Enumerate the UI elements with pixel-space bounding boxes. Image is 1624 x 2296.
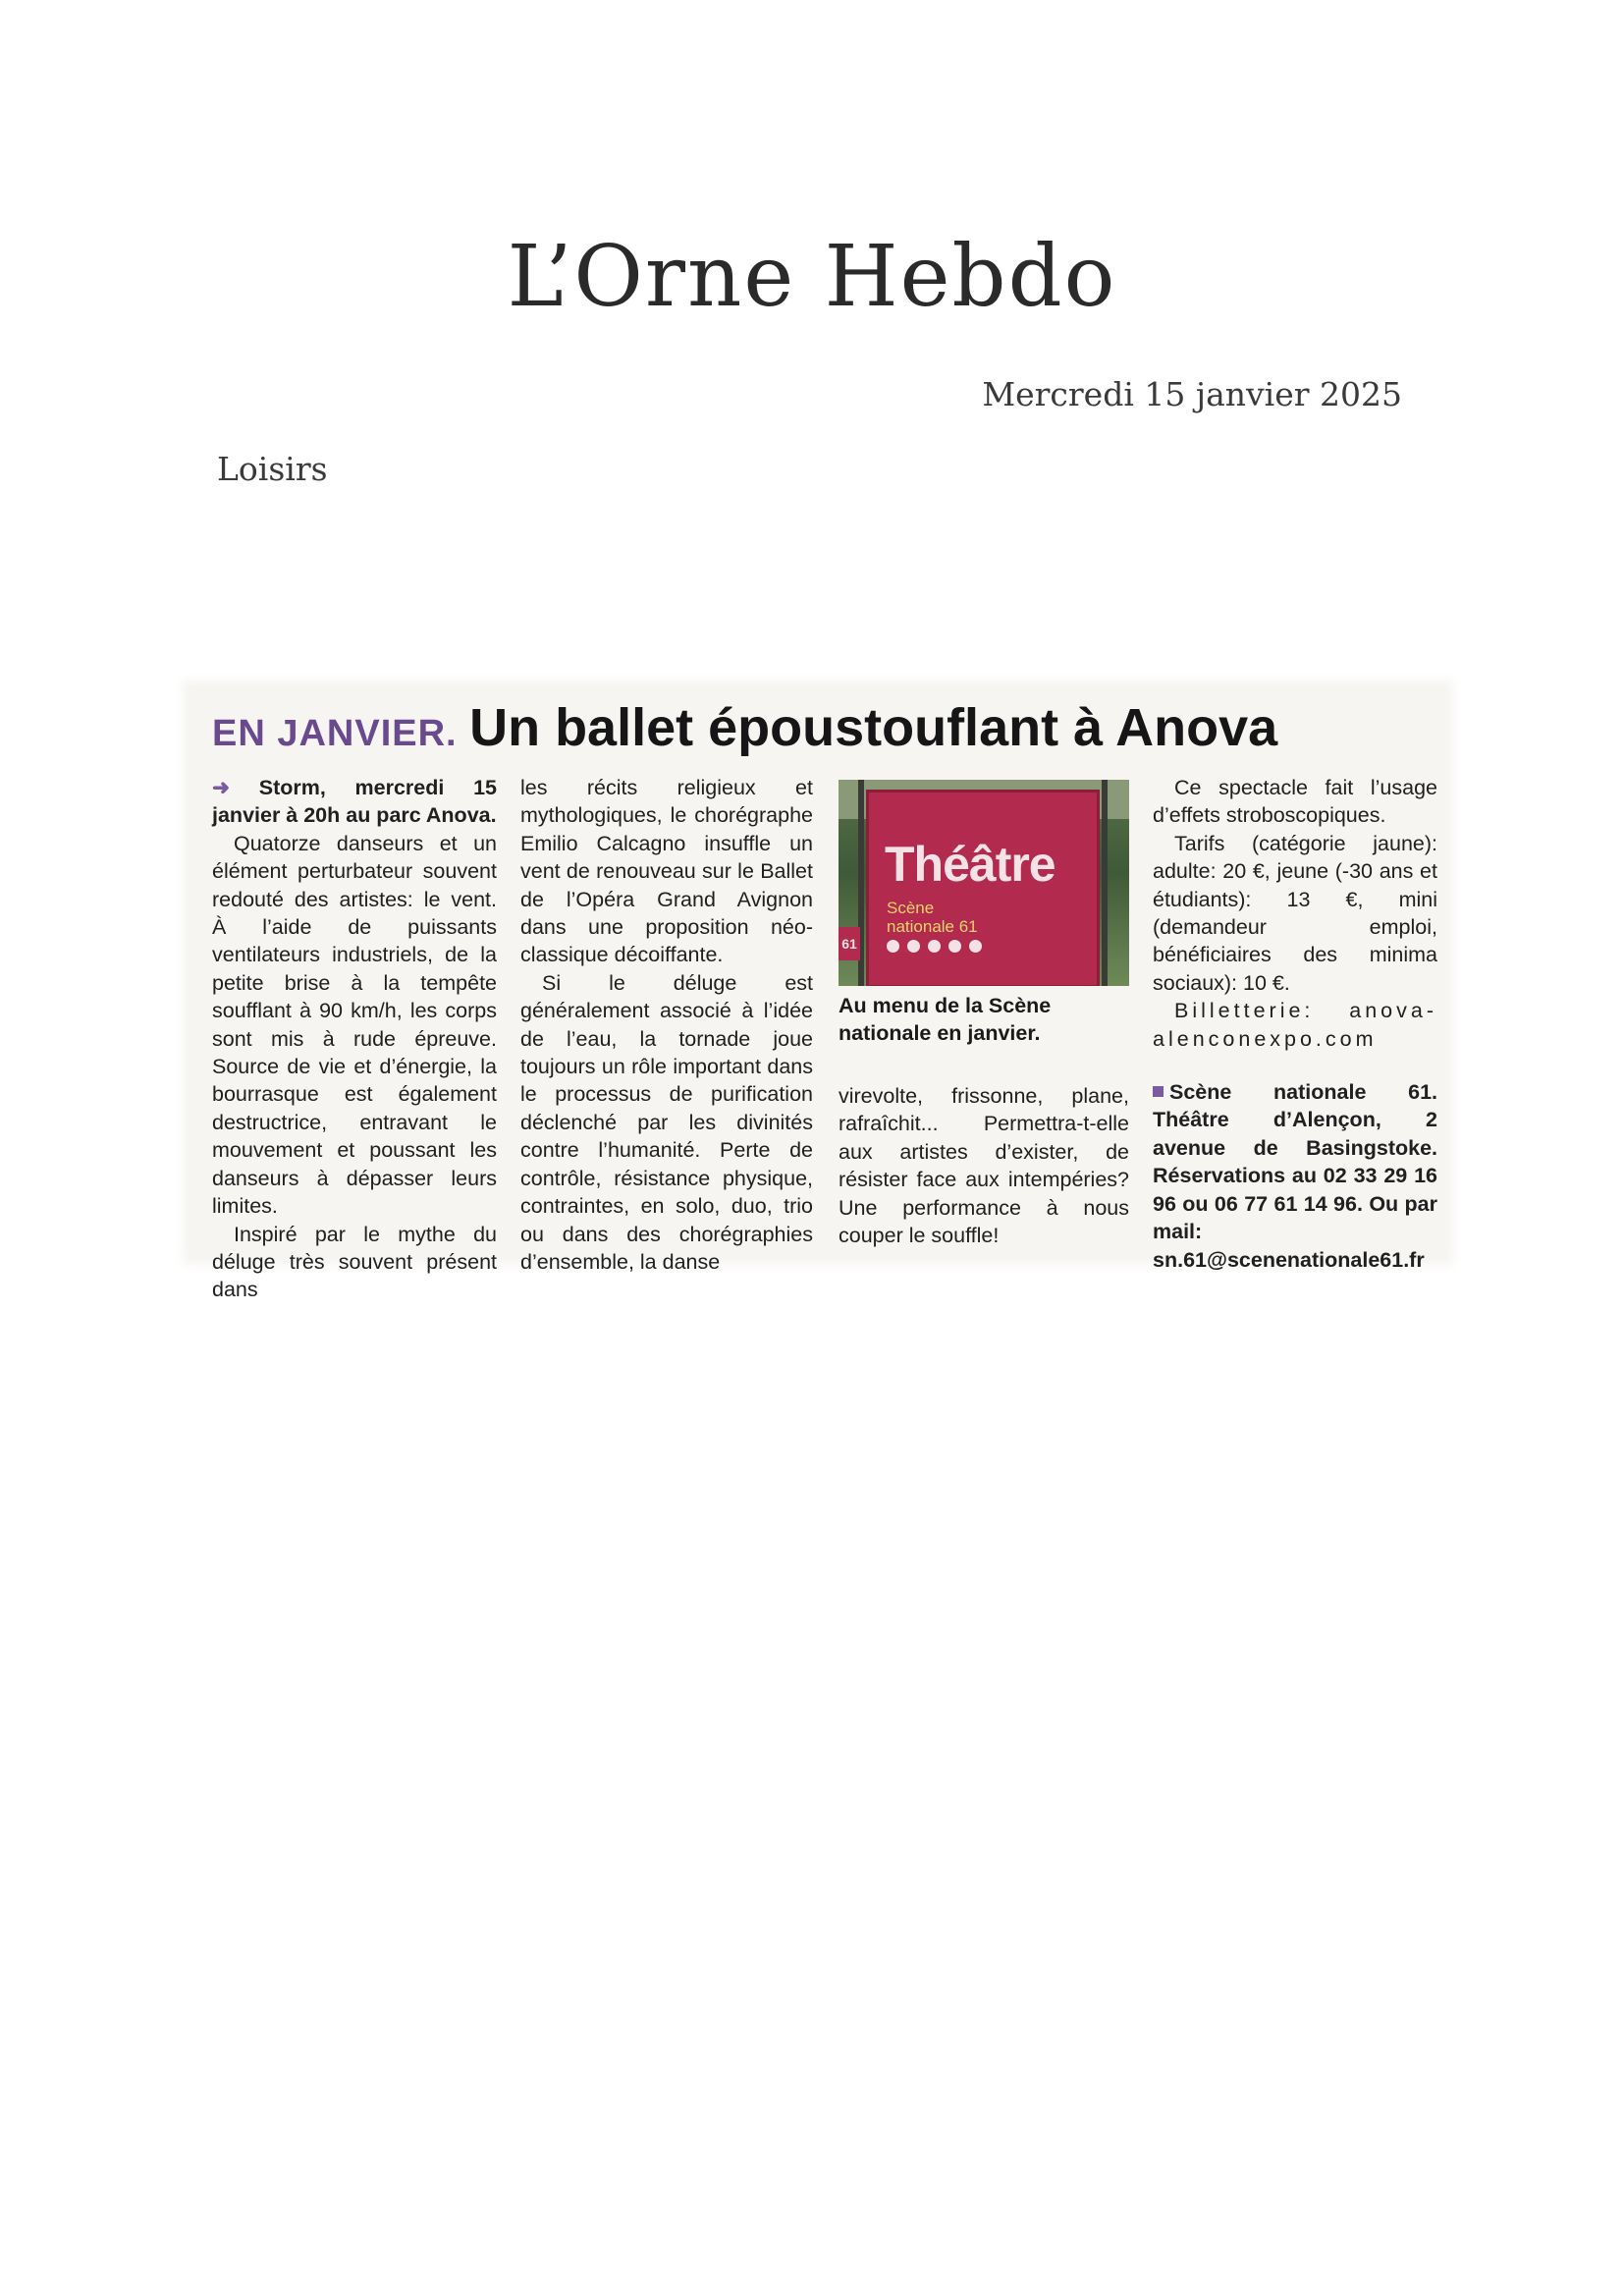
paragraph: Inspiré par le mythe du déluge très souvent présent dans [212, 1222, 497, 1302]
social-icon [907, 940, 920, 953]
column-2 [520, 774, 813, 1276]
paragraph: les récits religieux et mythologiques, le chorégraphe Emilio Calcagno insuffle un vent de renouveau sur le Ballet de l’Opéra Grand Avignon dans une proposition néo-classique décoiffante. [520, 776, 813, 967]
square-bullet-icon [1153, 1086, 1164, 1097]
theatre-sign [866, 790, 1100, 986]
article-clipping [189, 685, 1447, 1302]
lead-paragraph [212, 774, 497, 830]
lead-text: Storm, mercredi 15 janvier à 20h au parc Anova. [212, 776, 497, 828]
issue-date: Mercredi 15 janvier 2025 [982, 375, 1402, 413]
paragraph: Quatorze danseurs et un élément perturbateur souvent redouté des artistes: le vent. À l’aide de puissants ventilateurs industriels, de la petite brise à la tempête soufflant à 90 km/h, les corps sont mis à rude épreuve. Source de vie et d’énergie, la bourrasque est également destructrice, entravant le mouvement et poussant les danseurs à dépasser leurs limites. [212, 831, 497, 1219]
photo-pole [1102, 780, 1108, 986]
social-icon [969, 940, 982, 953]
article-title: Un ballet époustouflant à Anova [469, 698, 1278, 757]
photo [839, 780, 1129, 986]
photo-caption: Au menu de la Scène nationale en janvier. [839, 994, 1052, 1045]
ticketing-line: Billetterie: anova-alenconexpo.com [1153, 999, 1437, 1051]
column-3 [839, 1082, 1129, 1249]
kicker: EN JANVIER. [212, 713, 458, 754]
masthead: L’Orne Hebdo [507, 228, 1117, 326]
info-paragraph [1153, 1078, 1437, 1274]
arrow-right-icon: ➜ [212, 776, 231, 799]
paragraph: virevolte, frissonne, plane, rafraîchit... Permettra-t-elle aux artistes d’exister, de résister face aux intempéries? Une performance à nous couper le souffle! [839, 1084, 1129, 1248]
paragraph: Ce spectacle fait l’usage d’effets stroboscopiques. [1153, 776, 1437, 828]
side-sign: 61 [839, 927, 860, 960]
column-4 [1153, 774, 1437, 1274]
social-icon [887, 940, 899, 953]
paragraph: Si le déluge est généralement associé à l’idée de l’eau, la tornade joue toujours un rôle important dans le processus de purification déclenché par les divinités contre l’humanité. Perte de contrôle, résistance physique, contraintes, en solo, duo, trio ou dans des chorégraphies d’ensemble, la danse [520, 970, 813, 1274]
sign-subtitle-line: Scène [887, 899, 935, 917]
column-1 [212, 774, 497, 1304]
section-label: Loisirs [217, 450, 328, 488]
social-icons [887, 940, 990, 957]
headline [212, 697, 1430, 758]
info-text: Scène nationale 61. Théâtre d’Alençon, 2 avenue de Basingstoke. Réservations au 02 33 29 16 96 ou 06 77 61 14 96. Ou par mail: sn.61@scenenationale61.fr [1153, 1080, 1437, 1272]
sign-title: Théâtre [885, 837, 1056, 892]
sign-subtitle-line: nationale 61 [887, 917, 978, 936]
social-icon [928, 940, 941, 953]
paragraph: Tarifs (catégorie jaune): adulte: 20 €, jeune (-30 ans et étudiants): 13 €, mini (demandeur emploi, bénéficiaires des minima sociaux): 10 €. [1153, 831, 1437, 995]
social-icon [948, 940, 961, 953]
sign-subtitle [887, 899, 978, 936]
